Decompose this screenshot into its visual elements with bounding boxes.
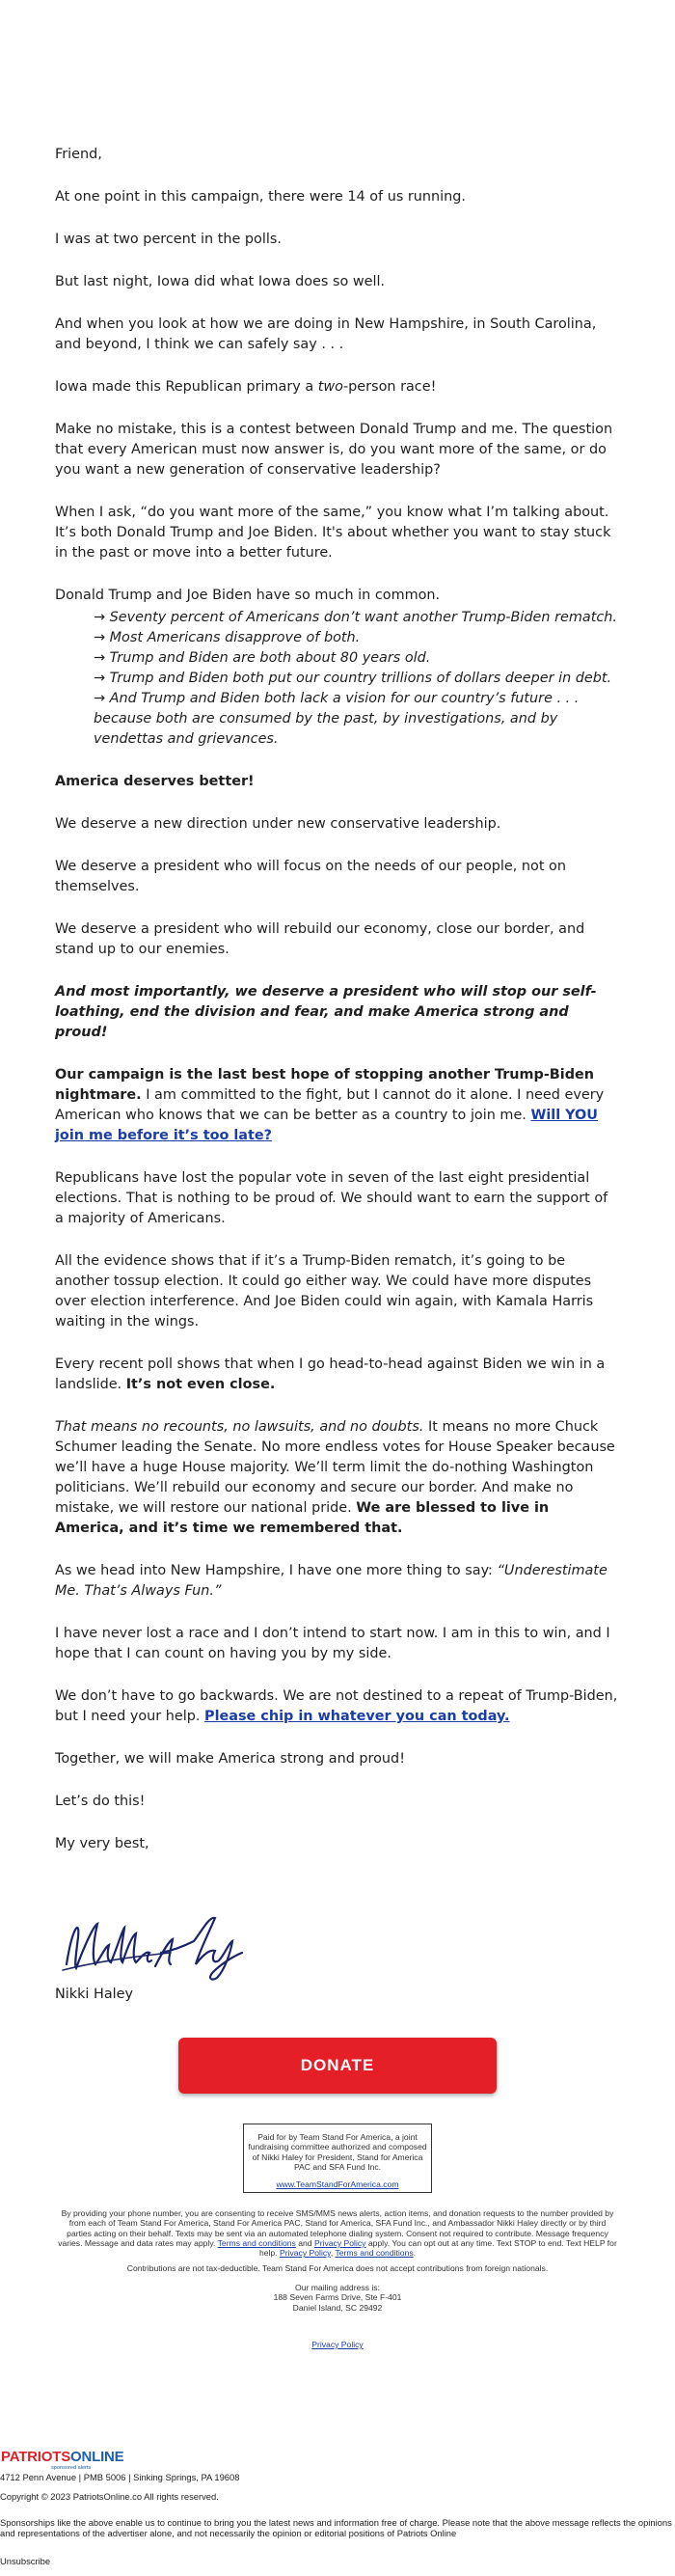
footer-address: 4712 Penn Avenue | PMB 5006 | Sinking Springs, PA 19608 [0, 2472, 240, 2482]
paragraph: But last night, Iowa did what Iowa does so well. [55, 274, 386, 289]
bullet-list [94, 608, 620, 750]
paragraph-bold-italic [55, 982, 620, 1043]
paragraph: At one point in this campaign, there were 14 of us running. [55, 189, 466, 205]
address-line: 188 Seven Farms Drive, Ste F-401 [273, 2292, 402, 2303]
list-item: → And Trump and Biden both lack a vision for our country’s future . . . because both are consumed by the past, by investigations, and by vendettas and grievances. [94, 691, 580, 747]
paragraph: We deserve a president who will rebuild our economy, close our border, and stand up to our enemies. [55, 921, 585, 957]
team-site-link[interactable]: www.TeamStandForAmerica.com [276, 2179, 399, 2189]
paragraph [55, 377, 620, 397]
text-run: and [295, 2237, 314, 2248]
privacy-link[interactable]: Privacy Policy [313, 2237, 366, 2248]
paragraph: I have never lost a race and I don’t intend to start now. I am in this to win, and I hope that I can count on having you by my side. [55, 1626, 610, 1661]
paragraph [55, 1686, 620, 1727]
chip-in-link[interactable]: Please chip in whatever you can today. [204, 1709, 510, 1724]
logo-text: PATRIOTS [1, 2449, 71, 2465]
paragraph: We deserve a president who will focus on the needs of our people, not on themselves. [55, 859, 566, 894]
bold-text: Our campaign is the last best hope of stopping another Trump-Biden nightmare. [55, 1067, 595, 1103]
list-item: → Seventy percent of Americans don’t want another Trump-Biden rematch. [94, 610, 617, 625]
terms-link[interactable]: Terms and conditions [217, 2237, 296, 2248]
paid-for-box [243, 2124, 432, 2193]
paragraph-bold [55, 772, 620, 792]
email-body [55, 145, 620, 1877]
logo-tagline: sponsored alerts [51, 2465, 92, 2471]
emphasis-text: two [317, 379, 343, 395]
disclaimer-text: apply. You can opt out at any time. Text STOP to end. Text HELP for help. [258, 2237, 617, 2259]
privacy-policy-link[interactable]: Privacy Policy [311, 2340, 364, 2349]
signature-stroke [67, 1924, 151, 1968]
contributions-notice: Contributions are not tax-deductible. Team Stand For America does not accept contributions from foreign nationals. [126, 2263, 549, 2273]
bold-text: It’s not even close. [125, 1377, 276, 1392]
privacy-policy-footer [58, 2340, 617, 2349]
paragraph: Republicans have lost the popular vote in seven of the last eight presidential elections. That is nothing to be proud of. We should want to earn the support of a majority of Americans. [55, 1170, 608, 1226]
disclaimer-text: By providing your phone number, you are consenting to receive SMS/MMS news alerts, action items, and donation requests to the number provided by from each of Team Stand For America, Stand For America PAC, Stand for America, SFA Fund Inc., and Ambassador Nikki Haley directly or by third parties acting on their behalf. Texts may be sent via an automated telephone dialing system. Consent not required to contribute. Message frequency varies. Message and data rates may apply. [58, 2208, 614, 2248]
paragraph: Let’s do this! [55, 1794, 146, 1809]
list-item: → Most Americans disapprove of both. [94, 630, 361, 645]
bold-text: America deserves better! [55, 774, 255, 789]
paid-for-text: Paid for by Team Stand For America, a joint fundraising committee authorized and composed of Nikki Haley for President, Stand for America PAC and SFA Fund Inc. [248, 2132, 427, 2173]
signature-image [55, 1908, 248, 1984]
bold-italic-text: And most importantly, we deserve a president who will stop our self-loathing, end the division and fear, and make America strong and proud! [55, 984, 597, 1040]
paragraph: All the evidence shows that if it’s a Trump-Biden rematch, it’s going to be another tossup election. It could go either way. We could have more disputes over election interference. And Joe Biden could win again, with Kamala Harris waiting in the wings. [55, 1253, 594, 1329]
terms-link[interactable]: Terms and conditions [335, 2248, 414, 2259]
paragraph [55, 1561, 620, 1602]
text-run: -person race! [342, 379, 437, 395]
closing: My very best, [55, 1836, 149, 1851]
list-item: → Trump and Biden are both about 80 years old. [94, 650, 431, 666]
text-run: As we head into New Hampshire, I have one more thing to say: [55, 1563, 498, 1578]
text-run: . [413, 2248, 417, 2259]
paragraph: When I ask, “do you want more of the same,” you know what I’m talking about. It’s both Donald Trump and Joe Biden. It's about whether you want to stay stuck in the past or move into a better future. [55, 505, 611, 561]
privacy-link[interactable]: Privacy Policy [279, 2248, 331, 2259]
paragraph [55, 1417, 620, 1539]
unsubscribe-link[interactable]: Unsubscribe [0, 2556, 51, 2566]
address-line: Daniel Island, SC 29492 [292, 2302, 383, 2313]
bold-text: We are blessed to live in America, and it’s time we remembered that. [55, 1500, 550, 1536]
text-run: Iowa made this Republican primary a [55, 379, 318, 395]
logo-text: ONLINE [70, 2449, 124, 2465]
paragraph [55, 1355, 620, 1395]
text-run: We don’t have to go backwards. We are not destined to a repeat of Trump-Biden, but I need your help. [55, 1688, 618, 1724]
paragraph: Donald Trump and Joe Biden have so much in common. [55, 588, 441, 603]
emphasis-text: That means no recounts, no lawsuits, and no doubts. [55, 1419, 424, 1435]
join-me-link[interactable]: Will YOU join me before it’s too late? [55, 1108, 598, 1143]
list-item: → Trump and Biden both put our country trillions of dollars deeper in debt. [94, 671, 612, 686]
text-run: It means no more Chuck Schumer leading the Senate. No more endless votes for House Speaker because we’ll have a huge House majority. We’ll term limit the do-nothing Washington politicians. We’ll rebuild our economy and secure our border. And make no mistake, we will restore our national pride. [55, 1419, 615, 1516]
paragraph [55, 1065, 620, 1146]
mailing-label: Our mailing address is: [295, 2283, 380, 2292]
text-run: Every recent poll shows that when I go head-to-head against Biden we win in a landslide. [55, 1357, 606, 1392]
logo-wordmark [1, 2450, 123, 2465]
emphasis-text: “Underestimate Me. That’s Always Fun.” [55, 1563, 608, 1599]
paragraph: I was at two percent in the polls. [55, 232, 282, 247]
paragraph: And when you look at how we are doing in New Hampshire, in South Carolina, and beyond, I think we can safely say . . . [55, 316, 597, 352]
paragraph: Make no mistake, this is a contest between Donald Trump and me. The question that every American must now answer is, do you want more of the same, or do you want a new generation of conservative leadership? [55, 422, 613, 478]
patriots-online-logo [1, 2450, 123, 2471]
signature-stroke [155, 1918, 242, 1980]
paragraph: We deserve a new direction under new conservative leadership. [55, 816, 501, 832]
footer-copyright: Copyright © 2023 PatriotsOnline.co All rights reserved. [0, 2491, 219, 2502]
sms-disclaimer [58, 2208, 617, 2258]
text-run: , [330, 2248, 336, 2259]
donate-button[interactable]: DONATE [178, 2038, 497, 2094]
footer-sponsor-note: Sponsorships like the above enable us to continue to bring you the latest news and information free of charge. Please note that the above message reflects the opinions and representations of the advertiser alone, and not necessarily the opinion or editorial positions of Patriots Online [0, 2517, 672, 2538]
text-run: I am committed to the fight, but I cannot do it alone. I need every American who knows that we can be better as a country to join me. [55, 1087, 605, 1123]
mailing-address [58, 2283, 617, 2313]
paragraph: Together, we will make America strong and proud! [55, 1751, 405, 1767]
signer-name: Nikki Haley [55, 1987, 134, 2002]
greeting: Friend, [55, 147, 102, 162]
